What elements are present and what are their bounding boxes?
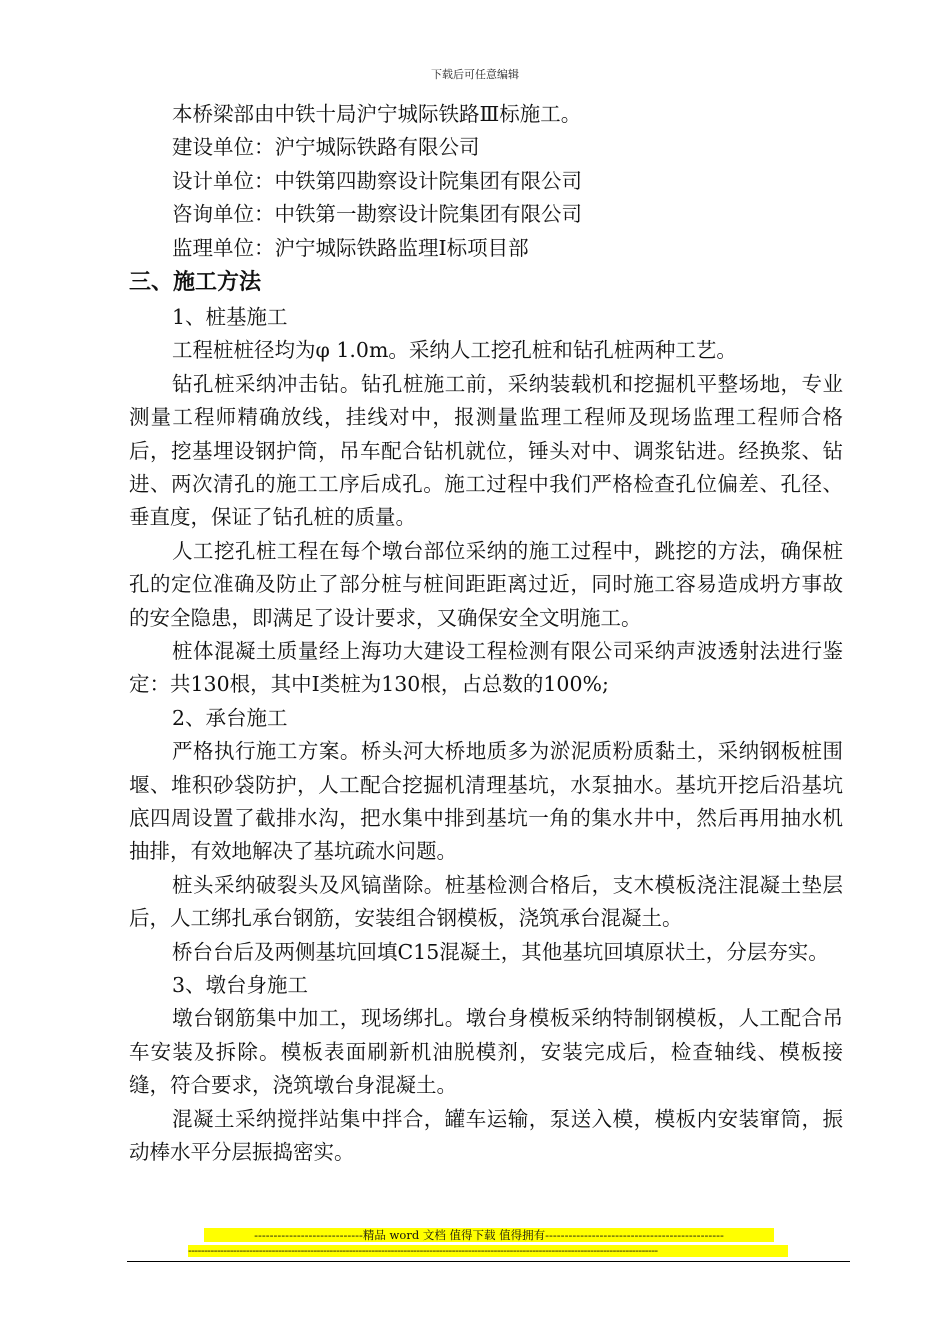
footer-banner: ----------------------------精品 word 文档 值得下载 值得拥有---------------------------------------------- xyxy=(204,1228,774,1242)
paragraph: 钻孔桩采纳冲击钻。钻孔桩施工前，采纳装载机和挖掘机平整场地，专业测量工程师精确放线，挂线对中，报测量监理工程师及现场监理工程师合格后，挖基埋设钢护筒，吊车配合钻机就位，锤头对中、调浆钻进。经换浆、钻进、两次清孔的施工工序后成孔。施工过程中我们严格检查孔位偏差、孔径、垂直度，保证了钻孔桩的质量。 xyxy=(129,371,843,530)
document-body xyxy=(129,98,843,1169)
footer-rule xyxy=(127,1261,850,1262)
design-unit: 设计单位：中铁第四勘察设计院集团有限公司 xyxy=(172,168,582,193)
section-title: 三、施工方法 xyxy=(129,269,262,295)
subsection-title-pile: 1、桩基施工 xyxy=(172,304,288,329)
consulting-unit: 咨询单位：中铁第一勘察设计院集团有限公司 xyxy=(172,202,582,227)
paragraph: 桩头采纳破裂头及风镐凿除。桩基检测合格后，支木模板浇注混凝土垫层后，人工绑扎承台钢筋，安装组合钢模板，浇筑承台混凝土。 xyxy=(129,872,843,931)
paragraph: 墩台钢筋集中加工，现场绑扎。墩台身模板采纳特制钢模板，人工配合吊车安装及拆除。模板表面刷新机油脱模剂，安装完成后，检查轴线、模板接缝，符合要求，浇筑墩台身混凝土。 xyxy=(129,1006,843,1098)
supervision-unit: 监理单位：沪宁城际铁路监理Ⅰ标项目部 xyxy=(172,235,529,260)
subsection-title-pier: 3、墩台身施工 xyxy=(172,973,309,998)
page-header-note: 下载后可任意编辑 xyxy=(431,68,519,81)
construction-unit: 建设单位：沪宁城际铁路有限公司 xyxy=(172,135,480,160)
subsection-title-cap: 2、承台施工 xyxy=(172,705,288,730)
footer-dash-line: -------------------------------------------------------------------------------------------------------------------------------------------------- xyxy=(188,1245,788,1257)
paragraph: 混凝土采纳搅拌站集中拌合，罐车运输，泵送入模，模板内安装窜筒，振动棒水平分层振捣密实。 xyxy=(129,1106,843,1165)
paragraph: 人工挖孔桩工程在每个墩台部位采纳的施工过程中，跳挖的方法，确保桩孔的定位准确及防止了部分桩与桩间距距离过近，同时施工容易造成坍方事故的安全隐患，即满足了设计要求，又确保安全文明施工。 xyxy=(129,538,843,630)
paragraph: 桥台台后及两侧基坑回填C15混凝土，其他基坑回填原状土，分层夯实。 xyxy=(172,939,829,964)
paragraph: 严格执行施工方案。桥头河大桥地质多为淤泥质粉质黏土，采纳钢板桩围堰、堆积砂袋防护，人工配合挖掘机清理基坑，水泵抽水。基坑开挖后沿基坑底四周设置了截排水沟，把水集中排到基坑一角的集水井中，然后再用抽水机抽排，有效地解决了基坑疏水问题。 xyxy=(129,739,843,864)
intro-line: 本桥梁部由中铁十局沪宁城际铁路Ⅲ标施工。 xyxy=(172,102,582,126)
paragraph: 桩体混凝土质量经上海功大建设工程检测有限公司采纳声波透射法进行鉴定：共130根，其中Ⅰ类桩为130根，占总数的100%; xyxy=(129,639,843,697)
paragraph: 工程桩桩径均为φ 1.0m。采纳人工挖孔桩和钻孔桩两种工艺。 xyxy=(172,338,737,363)
